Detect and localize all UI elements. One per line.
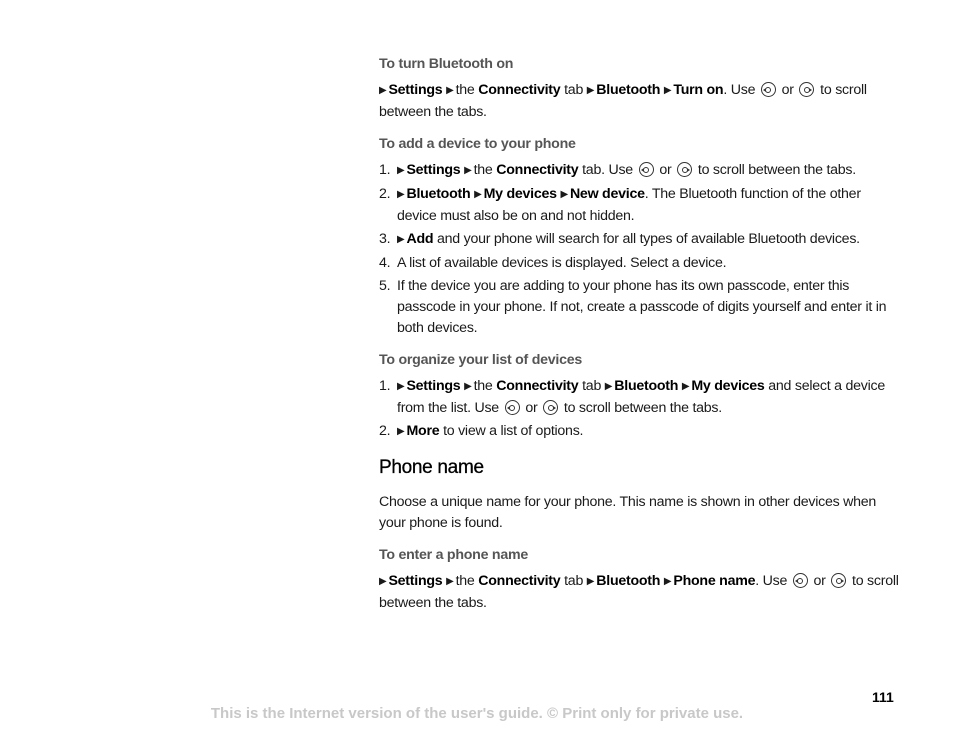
list-item — [379, 184, 899, 227]
navigation-key-right-icon — [831, 573, 846, 588]
text: tab — [564, 573, 584, 589]
instruction-paragraph — [379, 571, 899, 614]
text: . Use — [755, 573, 788, 589]
arrow-icon: ▶ — [397, 234, 405, 245]
arrow-icon: ▶ — [560, 189, 568, 200]
text: or — [659, 162, 672, 178]
arrow-icon: ▶ — [604, 381, 613, 392]
arrow-icon: ▶ — [379, 576, 387, 587]
section-phone-name — [379, 492, 899, 534]
section-title: Phone name — [379, 457, 484, 478]
menu-my-devices: My devices — [691, 378, 765, 394]
arrow-icon: ▶ — [379, 85, 387, 96]
navigation-key-left-icon — [505, 400, 520, 415]
menu-connectivity: Connectivity — [496, 162, 579, 178]
text: or — [781, 82, 794, 98]
text: . The Bluetooth function of the other device must also be on and not hidden. — [397, 186, 861, 224]
navigation-key-left-icon — [761, 82, 776, 97]
arrow-icon: ▶ — [446, 85, 454, 96]
menu-bluetooth: Bluetooth — [614, 378, 679, 394]
navigation-key-left-icon — [793, 573, 808, 588]
text: the — [473, 378, 493, 394]
step-list — [379, 376, 899, 443]
arrow-icon: ▶ — [663, 576, 672, 587]
arrow-icon: ▶ — [464, 381, 472, 392]
section-bluetooth-on — [379, 54, 899, 123]
menu-connectivity: Connectivity — [478, 573, 561, 589]
text: A list of available devices is displayed. Select a device. — [397, 255, 727, 271]
menu-settings: Settings — [406, 162, 461, 178]
navigation-key-right-icon — [677, 162, 692, 177]
text: or — [813, 573, 826, 589]
menu-phone-name: Phone name — [673, 573, 756, 589]
step-number: 5. — [379, 278, 391, 294]
menu-my-devices: My devices — [483, 186, 557, 202]
text: and your phone will search for all types of available Bluetooth devices. — [437, 231, 860, 247]
navigation-key-right-icon — [799, 82, 814, 97]
arrow-icon: ▶ — [397, 165, 405, 176]
arrow-icon: ▶ — [663, 85, 672, 96]
section-add-device — [379, 134, 899, 339]
list-item — [379, 229, 899, 251]
menu-settings: Settings — [406, 378, 461, 394]
step-number: 4. — [379, 255, 391, 271]
text: the — [455, 82, 475, 98]
text: and select a device from the list. Use — [397, 378, 885, 416]
arrow-icon: ▶ — [586, 85, 595, 96]
list-item — [379, 276, 899, 339]
page-number: 111 — [872, 689, 894, 705]
text: the — [473, 162, 493, 178]
arrow-icon: ▶ — [397, 189, 405, 200]
arrow-icon: ▶ — [586, 576, 595, 587]
text: to scroll between the tabs. — [379, 573, 899, 611]
subheading: To add a device to your phone — [379, 136, 576, 152]
menu-bluetooth: Bluetooth — [406, 186, 471, 202]
arrow-icon: ▶ — [397, 426, 405, 437]
text: to view a list of options. — [443, 423, 584, 439]
text: to scroll between the tabs. — [697, 162, 856, 178]
step-number: 1. — [379, 162, 391, 178]
text: the — [455, 573, 475, 589]
arrow-icon: ▶ — [681, 381, 690, 392]
text: . Use — [723, 82, 756, 98]
instruction-paragraph — [379, 80, 899, 123]
menu-settings: Settings — [388, 82, 443, 98]
menu-settings: Settings — [388, 573, 443, 589]
step-number: 3. — [379, 231, 391, 247]
step-number: 1. — [379, 378, 391, 394]
menu-bluetooth: Bluetooth — [596, 573, 661, 589]
list-item — [379, 421, 899, 443]
menu-bluetooth: Bluetooth — [596, 82, 661, 98]
step-number: 2. — [379, 423, 391, 439]
subheading: To enter a phone name — [379, 547, 528, 563]
arrow-icon: ▶ — [446, 576, 454, 587]
section-enter-phone-name — [379, 545, 899, 614]
footer-notice — [0, 705, 954, 722]
menu-connectivity: Connectivity — [478, 82, 561, 98]
step-number: 2. — [379, 186, 391, 202]
intro-paragraph: Choose a unique name for your phone. This name is shown in other devices when your phone is found. — [379, 494, 877, 531]
text: tab — [582, 378, 602, 394]
navigation-key-right-icon — [543, 400, 558, 415]
menu-more: More — [406, 423, 440, 439]
menu-turn-on: Turn on — [673, 82, 724, 98]
menu-new-device: New device — [569, 186, 645, 202]
text: to scroll between the tabs. — [379, 82, 867, 120]
footer-text: This is the Internet version of the user's guide. © Print only for private use. — [210, 705, 744, 722]
subheading: To organize your list of devices — [379, 352, 583, 368]
content-column — [379, 54, 899, 625]
menu-connectivity: Connectivity — [496, 378, 579, 394]
arrow-icon: ▶ — [464, 165, 472, 176]
subheading: To turn Bluetooth on — [379, 56, 514, 72]
arrow-icon: ▶ — [474, 189, 482, 200]
menu-add: Add — [406, 231, 434, 247]
navigation-key-left-icon — [639, 162, 654, 177]
text: to scroll between the tabs. — [563, 400, 722, 416]
list-item — [379, 376, 899, 419]
list-item — [379, 160, 899, 182]
text: tab. Use — [582, 162, 633, 178]
section-organize-devices — [379, 350, 899, 443]
arrow-icon: ▶ — [397, 381, 405, 392]
text: If the device you are adding to your phone has its own passcode, enter this passcode in your phone. If not, create a passcode of digits yourself and enter it in both devices. — [397, 278, 887, 336]
step-list — [379, 160, 899, 339]
text: or — [525, 400, 538, 416]
text: tab — [564, 82, 584, 98]
list-item — [379, 253, 899, 274]
